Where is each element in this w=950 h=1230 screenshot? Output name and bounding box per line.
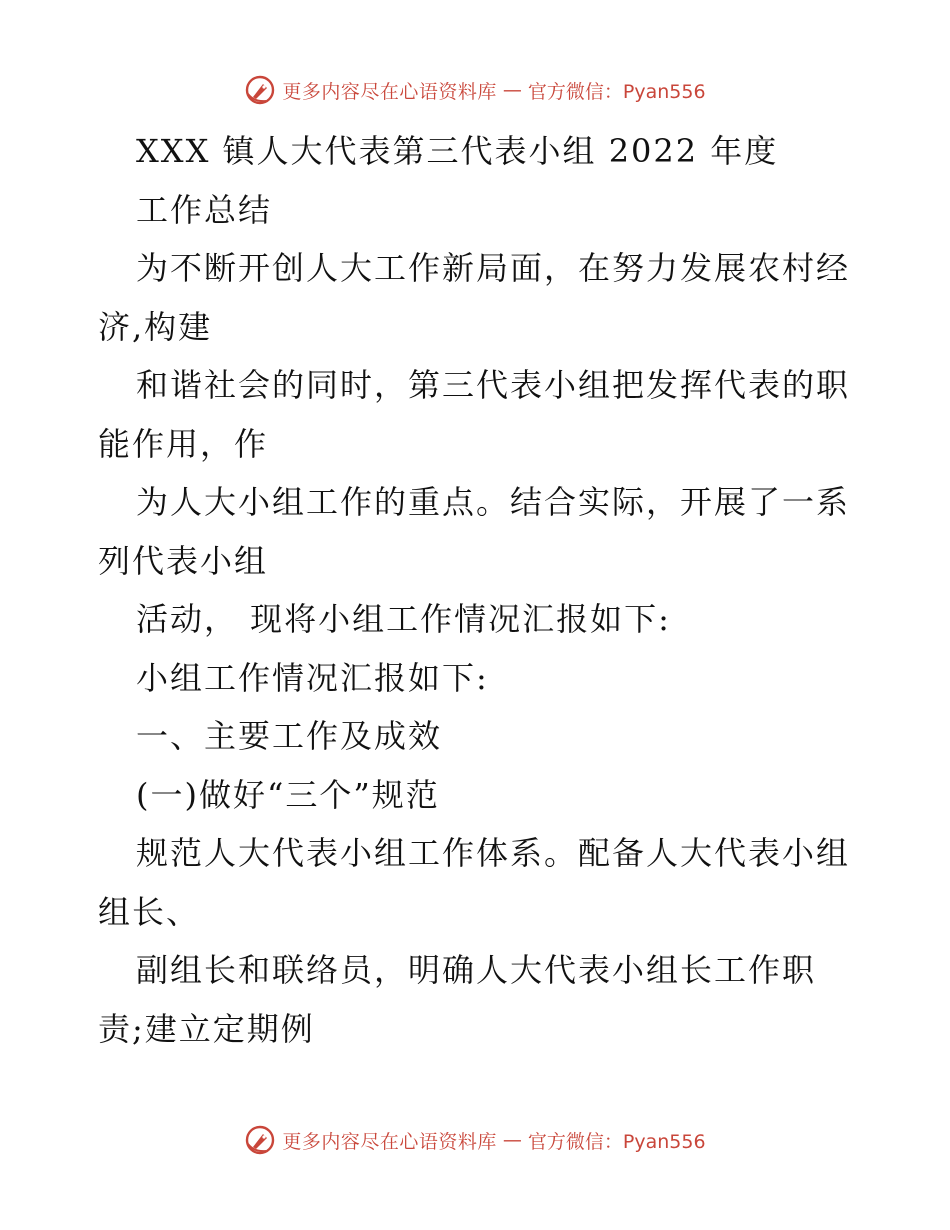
paragraph-line: 组长、: [98, 892, 201, 931]
pen-nib-circle-icon: [244, 1124, 276, 1156]
paragraph-line: 列代表小组: [98, 541, 269, 580]
watermark-text: 更多内容尽在心语资料库: [282, 1130, 497, 1153]
document-body: [98, 122, 868, 1058]
pen-nib-circle-icon: [244, 74, 276, 106]
watermark-text: 更多内容尽在心语资料库: [282, 80, 497, 103]
watermark-dash: —: [502, 79, 522, 101]
paragraph-line: 为不断开创人大工作新局面，在努力发展农村经: [136, 249, 851, 287]
doc-title-line-1: XXX 镇人大代表第三代表小组 2022 年度: [136, 132, 779, 170]
paragraph-line: 副组长和联络员，明确人大代表小组长工作职: [136, 951, 817, 989]
paragraph-line: 规范人大代表小组工作体系。配备人大代表小组: [136, 834, 851, 872]
footer-watermark: [0, 1120, 950, 1160]
paragraph-line: 责;建立定期例: [98, 1009, 315, 1048]
subsection-heading: (一)做好“三个”规范: [136, 775, 440, 814]
header-watermark: [0, 70, 950, 110]
doc-title-line-2: 工作总结: [136, 190, 273, 229]
paragraph-line: 能作用，作: [98, 424, 269, 463]
paragraph-line: 为人大小组工作的重点。结合实际，开展了一系: [136, 483, 851, 521]
paragraph-line: 济,构建: [98, 307, 213, 346]
watermark-contact: 官方微信：Pyan556: [527, 80, 706, 103]
section-heading: 一、主要工作及成效: [136, 717, 443, 755]
paragraph-line: 和谐社会的同时，第三代表小组把发挥代表的职: [136, 366, 851, 404]
watermark-contact: 官方微信：Pyan556: [527, 1130, 706, 1153]
watermark-dash: —: [502, 1129, 522, 1151]
paragraph-line: 活动， 现将小组工作情况汇报如下:: [136, 600, 671, 638]
paragraph-line: 小组工作情况汇报如下:: [136, 658, 489, 697]
